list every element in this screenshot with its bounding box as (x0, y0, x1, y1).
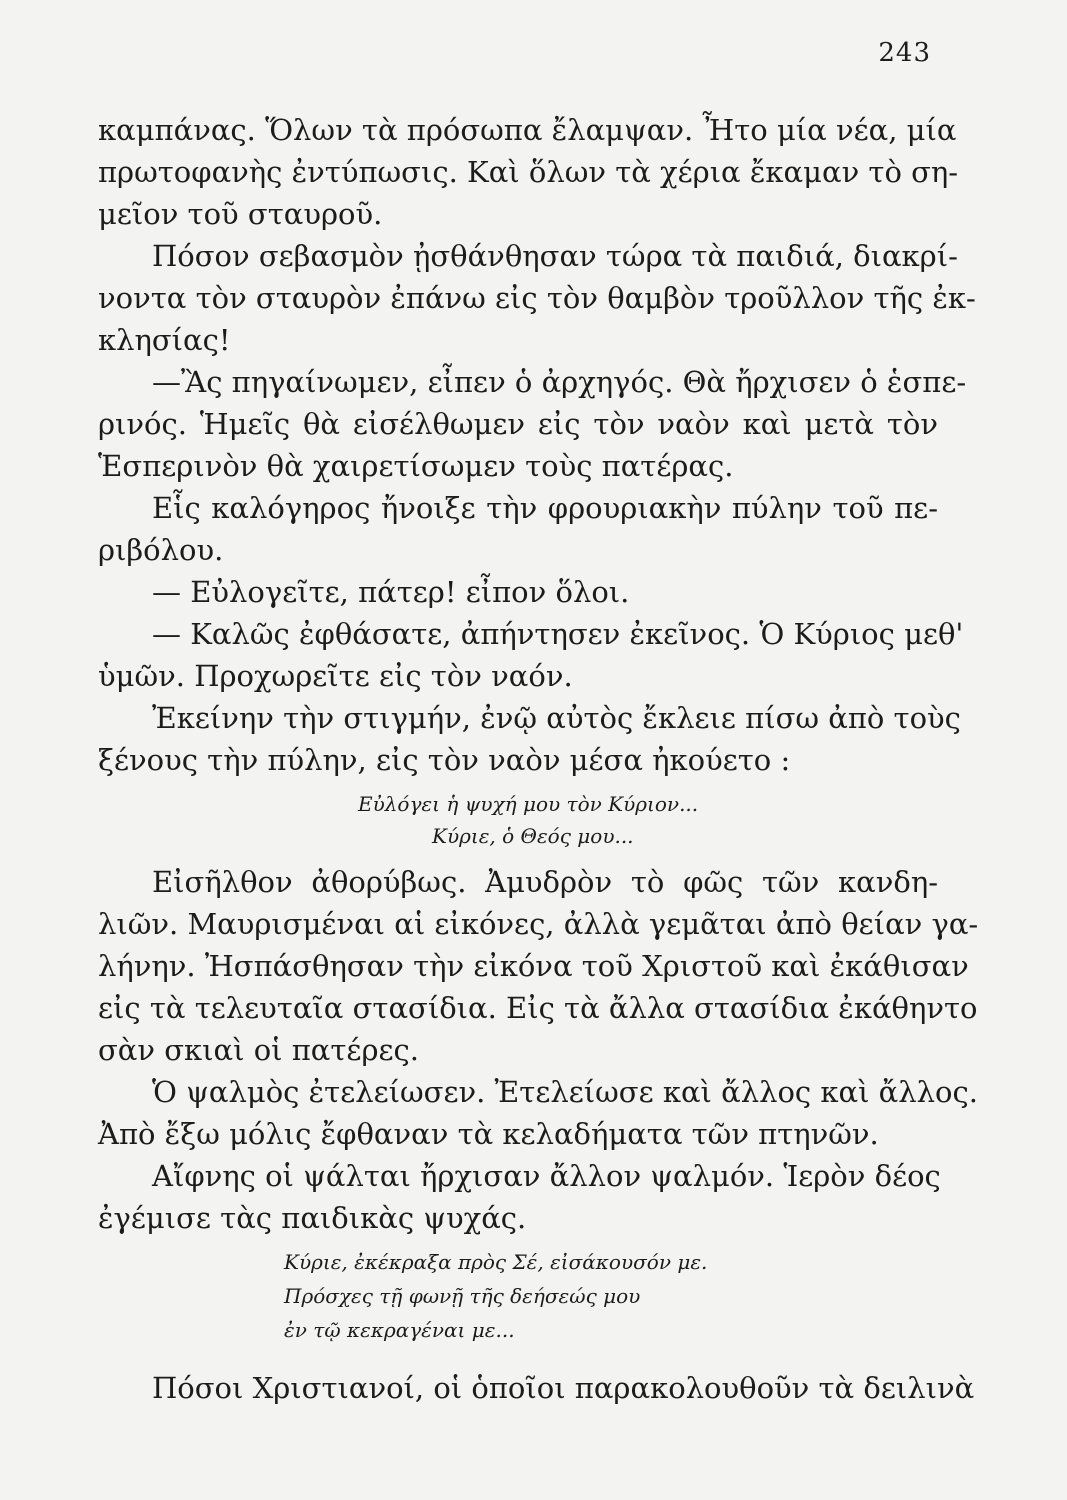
text-line: Ἐκείνην τὴν στιγμήν, ἐνῷ αὐτὸς ἔκλειε πίσω ἀπὸ τοὺς (152, 701, 961, 735)
hymn-verse: Κύριε, ἐκέκραξα πρὸς Σέ, εἰσάκουσόν με. (284, 1250, 708, 1274)
hymn-verse: ἐν τῷ κεκραγέναι με... (284, 1318, 515, 1342)
text-line: —Ἂς πηγαίνωμεν, εἶπεν ὁ ἀρχηγός. Θὰ ἤρχισεν ὁ ἑσπε- (152, 365, 967, 399)
text-line: πρωτοφανὴς ἐντύπωσις. Καὶ ὅλων τὰ χέρια ἔκαμαν τὸ ση- (98, 155, 959, 189)
text-line: κλησίας! (98, 323, 231, 357)
page-number: 243 (878, 38, 931, 68)
text-line: ἐγέμισε τὰς παιδικὰς ψυχάς. (98, 1201, 527, 1235)
text-line: νοντα τὸν σταυρὸν ἐπάνω εἰς τὸν θαμβὸν τροῦλλον τῆς ἐκ- (98, 281, 976, 315)
text-line: ρινός. Ἡμεῖς θὰ εἰσέλθωμεν εἰς τὸν ναὸν καὶ μετὰ τὸν (98, 407, 938, 441)
text-line: ὑμῶν. Προχωρεῖτε εἰς τὸν ναόν. (98, 659, 573, 693)
text-line: σὰν σκιαὶ οἱ πατέρες. (98, 1033, 419, 1067)
text-line: Ἑσπερινὸν θὰ χαιρετίσωμεν τοὺς πατέρας. (98, 449, 734, 483)
hymn-verse: Εὐλόγει ἡ ψυχή μου τὸν Κύριον... (358, 792, 699, 816)
text-line: — Καλῶς ἐφθάσατε, ἀπήντησεν ἐκεῖνος. Ὁ Κύριος μεθ' (152, 617, 964, 651)
hymn-verse: Κύριε, ὁ Θεός μου... (432, 824, 634, 848)
text-line: Αἴφνης οἱ ψάλται ἤρχισαν ἄλλον ψαλμόν. Ἱερὸν δέος (152, 1159, 941, 1193)
text-line: Ἀπὸ ἔξω μόλις ἔφθαναν τὰ κελαδήματα τῶν πτηνῶν. (98, 1117, 879, 1151)
text-line: καμπάνας. Ὅλων τὰ πρόσωπα ἔλαμψαν. Ἦτο μία νέα, μία (98, 113, 957, 147)
text-line: Εἷς καλόγηρος ἤνοιξε τὴν φρουριακὴν πύλην τοῦ πε- (152, 491, 938, 525)
text-line: λήνην. Ἠσπάσθησαν τὴν εἰκόνα τοῦ Χριστοῦ καὶ ἐκάθισαν (98, 949, 969, 983)
text-line: Πόσοι Χριστιανοί, οἱ ὁποῖοι παρακολουθοῦν τὰ δειλινὰ (152, 1371, 975, 1405)
text-line: Πόσον σεβασμὸν ᾐσθάνθησαν τώρα τὰ παιδιά, διακρί- (152, 239, 958, 273)
text-line: Εἰσῆλθον ἀθορύβως. Ἀμυδρὸν τὸ φῶς τῶν κανδη- (152, 865, 938, 899)
text-line: Ὁ ψαλμὸς ἐτελείωσεν. Ἐτελείωσε καὶ ἄλλος καὶ ἄλλος. (152, 1075, 978, 1109)
text-line: — Εὐλογεῖτε, πάτερ! εἶπον ὅλοι. (152, 575, 630, 609)
text-line: ξένους τὴν πύλην, εἰς τὸν ναὸν μέσα ἠκούετο : (98, 743, 791, 777)
text-line: ριβόλου. (98, 533, 224, 567)
text-line: λιῶν. Μαυρισμέναι αἱ εἰκόνες, ἀλλὰ γεμᾶται ἀπὸ θείαν γα- (98, 907, 979, 941)
text-line: μεῖον τοῦ σταυροῦ. (98, 197, 383, 231)
text-line: εἰς τὰ τελευταῖα στασίδια. Εἰς τὰ ἄλλα στασίδια ἐκάθηντο (98, 991, 978, 1025)
hymn-verse: Πρόσχες τῇ φωνῇ τῆς δεήσεώς μου (284, 1284, 641, 1308)
